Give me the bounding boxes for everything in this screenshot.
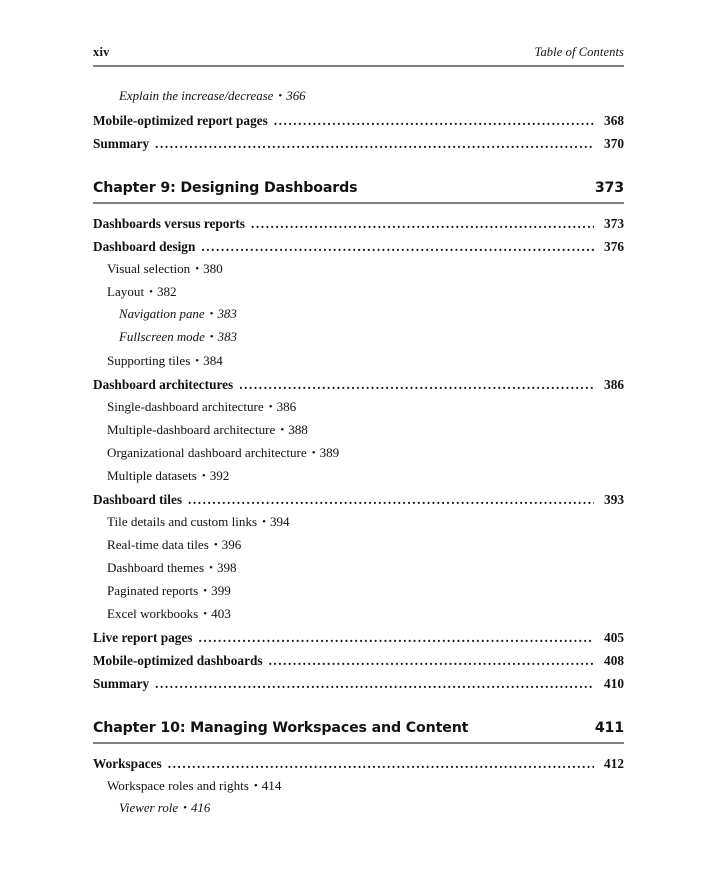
toc-entry-page-number: 368 — [604, 113, 624, 128]
bullet-separator-icon: • — [311, 446, 316, 459]
toc-entry-level-1[interactable] — [93, 376, 624, 399]
toc-entry-level-3[interactable] — [93, 89, 624, 112]
bullet-separator-icon: • — [203, 584, 208, 597]
chapter-rule — [93, 202, 624, 204]
toc-entry-level-2[interactable] — [93, 468, 624, 491]
toc-entry-page-number: 403 — [211, 606, 231, 621]
toc-entry-page-number: 386 — [276, 399, 297, 414]
toc-entry-title: Live report pages — [93, 630, 193, 645]
toc-entry-level-2[interactable] — [93, 284, 624, 307]
toc-entry-level-2[interactable] — [93, 778, 624, 801]
toc-entry-level-1[interactable] — [93, 675, 624, 698]
bullet-separator-icon: • — [262, 515, 266, 528]
toc-entry-title: Dashboard themes — [107, 560, 205, 575]
toc-entry-level-3[interactable] — [93, 330, 624, 353]
toc-entry-title: Layout — [107, 284, 145, 299]
chapter-heading-row — [93, 180, 624, 202]
bullet-separator-icon: • — [253, 779, 258, 792]
toc-entry-page-number: 416 — [190, 801, 211, 815]
toc-entry-page-number: 383 — [217, 307, 237, 321]
toc-entry-level-2[interactable] — [93, 560, 624, 583]
toc-entry-title: Navigation pane — [119, 307, 205, 321]
toc-entry-page-number: 408 — [604, 653, 624, 668]
running-head-title: Table of Contents — [534, 45, 624, 59]
bullet-separator-icon: • — [203, 607, 208, 620]
folio-number: xiv — [93, 45, 110, 59]
toc-entry-title: Mobile-optimized report pages — [93, 113, 268, 128]
toc-entry-level-2[interactable] — [93, 399, 624, 422]
toc-entry-level-1[interactable] — [93, 629, 624, 652]
bullet-separator-icon: • — [183, 801, 187, 814]
dot-leader — [239, 376, 594, 389]
bullet-separator-icon: • — [195, 354, 200, 367]
toc-entry-level-1[interactable] — [93, 652, 624, 675]
chapter-gap — [93, 698, 624, 703]
toc-entry-page-number: 396 — [221, 537, 242, 552]
toc-entry-page-number: 389 — [319, 445, 340, 460]
toc-entry-level-2[interactable] — [93, 353, 624, 376]
toc-entry-title: Dashboard tiles — [93, 492, 183, 507]
toc-entry-page-number: 382 — [156, 284, 177, 299]
chapter-heading-row — [93, 720, 624, 742]
toc-entry-page-number: 366 — [286, 89, 306, 103]
bullet-separator-icon: • — [149, 285, 153, 298]
dot-leader — [251, 215, 594, 228]
toc-entry-level-2[interactable] — [93, 445, 624, 468]
toc-entry-title: Dashboard design — [93, 239, 196, 254]
dot-leader — [274, 112, 594, 125]
dot-leader — [198, 629, 594, 642]
toc-entry-level-1[interactable] — [93, 755, 624, 778]
bullet-separator-icon: • — [209, 330, 214, 343]
toc-entry-title: Paginated reports — [107, 583, 199, 598]
bullet-separator-icon: • — [278, 89, 283, 102]
toc-entry-level-1[interactable] — [93, 491, 624, 514]
toc-entry-page-number: 392 — [209, 468, 230, 483]
toc-entry-level-1[interactable] — [93, 135, 624, 158]
toc-entry-level-1[interactable] — [93, 238, 624, 261]
chapter-title: Chapter 9: Designing Dashboards — [93, 180, 358, 196]
toc-entry-page-number: 373 — [604, 216, 624, 231]
toc-entry-title: Explain the increase/decrease — [119, 89, 274, 103]
toc-entry-title: Single-dashboard architecture — [107, 399, 264, 414]
dot-leader — [201, 238, 594, 251]
toc-entry-level-3[interactable] — [93, 801, 624, 824]
toc-entry-page-number: 386 — [604, 377, 624, 392]
toc-entry-title: Dashboards versus reports — [93, 216, 245, 231]
toc-entry-page-number: 398 — [216, 560, 237, 575]
toc-entry-list — [93, 89, 624, 824]
toc-entry-level-2[interactable] — [93, 514, 624, 537]
dot-leader — [155, 135, 594, 148]
chapter-rule — [93, 742, 624, 744]
toc-entry-page-number: 394 — [269, 514, 290, 529]
toc-entry-page-number: 410 — [604, 676, 624, 691]
chapter-heading[interactable] — [93, 180, 624, 204]
toc-entry-title: Real-time data tiles — [107, 537, 209, 552]
toc-entry-level-2[interactable] — [93, 261, 624, 284]
toc-entry-title: Dashboard architectures — [93, 377, 234, 392]
toc-entry-title: Tile details and custom links — [107, 514, 258, 529]
toc-entry-title: Workspaces — [93, 756, 162, 771]
header-spacer — [93, 67, 624, 89]
bullet-separator-icon: • — [209, 307, 214, 320]
toc-entry-title: Excel workbooks — [107, 606, 199, 621]
dot-leader — [155, 675, 594, 688]
page-content — [93, 44, 624, 824]
bullet-separator-icon: • — [213, 538, 218, 551]
toc-entry-page-number: 370 — [604, 136, 624, 151]
toc-entry-level-2[interactable] — [93, 422, 624, 445]
chapter-title: Chapter 10: Managing Workspaces and Content — [93, 720, 469, 736]
toc-entry-level-2[interactable] — [93, 583, 624, 606]
running-head — [93, 44, 624, 60]
toc-entry-page-number: 393 — [604, 492, 624, 507]
toc-entry-title: Organizational dashboard architecture — [107, 445, 307, 460]
toc-entry-title: Workspace roles and rights — [107, 778, 249, 793]
chapter-page-number: 411 — [594, 720, 624, 736]
toc-entry-page-number: 380 — [203, 261, 223, 276]
toc-entry-level-3[interactable] — [93, 307, 624, 330]
toc-entry-level-1[interactable] — [93, 215, 624, 238]
toc-entry-title: Multiple datasets — [107, 468, 197, 483]
toc-entry-title: Summary — [93, 676, 150, 691]
toc-entry-page-number: 388 — [288, 422, 308, 437]
toc-entry-title: Viewer role — [119, 801, 179, 815]
toc-entry-title: Mobile-optimized dashboards — [93, 653, 263, 668]
chapter-page-number: 373 — [594, 180, 624, 196]
bullet-separator-icon: • — [201, 469, 206, 482]
dot-leader — [188, 491, 594, 504]
toc-entry-title: Supporting tiles — [107, 353, 191, 368]
bullet-separator-icon: • — [268, 400, 273, 413]
toc-entry-level-2[interactable] — [93, 606, 624, 629]
chapter-heading[interactable] — [93, 720, 624, 744]
toc-entry-page-number: 405 — [604, 630, 624, 645]
toc-entry-page-number: 412 — [604, 756, 624, 771]
toc-entry-page-number: 399 — [211, 583, 231, 598]
toc-entry-title: Multiple-dashboard architecture — [107, 422, 276, 437]
toc-entry-level-1[interactable] — [93, 112, 624, 135]
dot-leader — [168, 755, 594, 768]
bullet-separator-icon: • — [280, 423, 285, 436]
toc-entry-level-2[interactable] — [93, 537, 624, 560]
toc-entry-title: Summary — [93, 136, 150, 151]
bullet-separator-icon: • — [195, 262, 200, 275]
toc-entry-title: Visual selection — [107, 261, 191, 276]
toc-entry-page-number: 383 — [217, 330, 237, 344]
toc-entry-page-number: 384 — [203, 353, 223, 368]
bullet-separator-icon: • — [209, 561, 213, 574]
toc-entry-page-number: 414 — [261, 778, 282, 793]
dot-leader — [269, 652, 594, 665]
toc-entry-title: Fullscreen mode — [119, 330, 205, 344]
chapter-gap — [93, 158, 624, 163]
toc-entry-page-number: 376 — [604, 239, 624, 254]
